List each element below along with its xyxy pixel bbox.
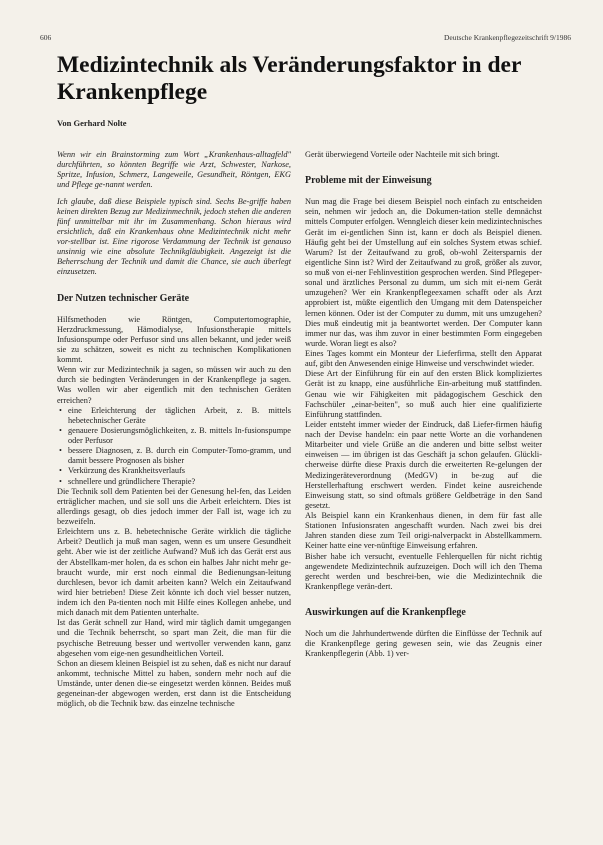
section-heading: Probleme mit der Einweisung — [305, 175, 432, 187]
list-item: • Verkürzung des Krankheitsverlaufs — [68, 466, 291, 476]
article-author: Von Gerhard Nolte — [57, 118, 127, 128]
section-heading: Auswirkungen auf die Krankenpflege — [305, 607, 466, 618]
intro-paragraph: Ich glaube, daß diese Beispiele typisch sind. Sechs Be-griffe haben keinen direkten Bezug zur Medizinmechnik, jedoch stehen die anderen fünf unmittelbar mit ihr im Zusammenhang. Schon hieraus wird ersichtlich, daß ein Krankenhaus ohne Medizintechnik nicht mehr vor-stellbar ist. Eine rigorose Verdammung der Technik ist genauso unsinnig wie eine absolute Technikgläubigkeit. Angezeigt ist die Beherrschung der Technik und damit die Chance, sie auch überlegt einzusetzen. — [57, 196, 291, 277]
left-column — [57, 150, 291, 709]
body-paragraph: Hilfsmethoden wie Röntgen, Computertomographie, Herzdruckmessung, Hämodialyse, Infusionstherapie mittels Infusionspumpe oder Perfusor sind uns allen bekannt, und jeder weiß sie zu schätzen, soweit es nicht zu technischen Komplikationen kommt. — [57, 314, 291, 364]
body-paragraph: Die Technik soll dem Patienten bei der Genesung hel-fen, das Leiden erträglicher machen, und sie soll uns die Arbeit erleichtern. Dies ist allerdings gesagt, ob dies jedoch immer der Fall ist, wage ich zu bezweifeln. — [57, 486, 291, 526]
page-number: 606 — [40, 33, 52, 42]
list-item: • schnellere und gründlichere Therapie? — [68, 477, 291, 487]
body-paragraph: Erleichtern uns z. B. hebetechnische Geräte wirklich die tägliche Arbeit? Deutlich ja muß man sagen, wenn es um unsere Gesundheit geht. Aber wie ist der zeitliche Aufwand? Muß ich das Gerät erst aus der Abstellkam-mer holen, da es schon ein halbes Jahr nicht mehr ge-braucht wurde, mir erst noch einmal die Bedienungsan-leitung durchlesen, bevor ich damit arbeiten kann? Welch ein Zeitaufwand wird hier betrieben! Diese Zeit könnte ich doch viel besser nutzen, indem ich den Pa-tienten noch mit Hilfe eines Kollegen anhebe, und mich danach mit dem Patienten unterhalte. — [57, 527, 291, 618]
list-item: • genauere Dosierungsmöglichkeiten, z. B. mittels In-fusionspumpe oder Perfusor — [68, 426, 291, 446]
list-item: • eine Erleichterung der täglichen Arbeit, z. B. mittels hebetechnischer Geräte — [68, 406, 291, 426]
body-paragraph: Schon an diesem kleinen Beispiel ist zu sehen, daß es nicht nur darauf ankommt, technische Mittel zu haben, sondern mehr noch auf die Umstände, unter denen die-se eingesetzt werden können. Beides muß gegeneinan-der abgewogen werden, erst dann ist die Entscheidung möglich, ob die Technik bzw. das einzelne technische — [57, 658, 291, 709]
bullet-list — [57, 406, 291, 487]
intro-paragraph: Wenn wir ein Brainstorming zum Wort „Krankenhaus-alltagfeld" durchführten, so könnten Begriffe wie Arzt, Schwester, Narkose, Spritze, Infusion, Schmerz, Langeweile, Gesundheit, Röntgen, EKG und Pflege ge-nannt werden. — [57, 150, 291, 190]
body-paragraph: Wenn wir zur Medizintechnik ja sagen, so müssen wir auch zu den durch sie bedingten Veränderungen in der Krankenpflege ja sagen. Was wollen wir aber eigentlich mit den technischen Geräten erreichen? — [57, 365, 291, 405]
body-paragraph: Leider entsteht immer wieder der Eindruck, daß Liefer-firmen häufig nach der Devise handeln: ein paar nette Worte an die vorhandenen Mitarbeiter und viele Grüße an die anderen und bitte selbst weiter einweisen — im übrigen ist das Geschäft ja schon gelaufen. Glückli-cherweise dürfte diese Praxis durch die erweiterten Re-gelungen der Medizingeräteverordnung (MedGV) in be-zug auf die Herstellerhaftung erschwert werden. Findet keine ausreichende Einweisung statt, so sind oftmals größere Geldbeträge in den Sand gesetzt. — [305, 419, 542, 510]
right-column — [305, 150, 542, 659]
journal-citation: Deutsche Krankenpflegezeitschrift 9/1986 — [443, 33, 571, 42]
section-heading: Der Nutzen technischer Geräte — [57, 292, 190, 304]
continuation-paragraph: Gerät überwiegend Vorteile oder Nachteile mit sich bringt. — [305, 150, 500, 159]
body-paragraph: Eines Tages kommt ein Monteur der Lieferfirma, stellt den Apparat auf, gibt den Anwesenden einige Hinweise und verschwindet wieder. — [305, 349, 542, 369]
body-paragraph: Diese Art der Einführung für ein auf den ersten Blick kompliziertes Gerät ist zu knapp, eine ausführliche Ein-arbeitung muß stattfinden. Genau wie wir Fähigkeiten mit pädagogischem Geschick den Fachschüler „einar-beiten", so muß auch hier eine qualifizierte Einführung stattfinden. — [305, 369, 542, 419]
body-paragraph: Noch um die Jahrhundertwende dürften die Einflüsse der Technik auf die Krankenpflege gering gewesen sein, wie das Zeugnis einer Krankenpflegerin (Abb. 1) ver- — [305, 629, 542, 659]
body-paragraph: Als Beispiel kann ein Krankenhaus dienen, in dem für fast alle Stationen Infusionsraten angeschafft wurden. Nach zwei bis drei Jahren standen diese zum Teil origi-nalverpackt in Abstellkammern. Keiner hatte eine ver-nünftige Einweisung erfahren. — [305, 511, 542, 551]
body-paragraph: Ist das Gerät schnell zur Hand, wird mir täglich damit umgegangen und die Technik beherrscht, so spart man Zeit, die man für die psychische Betreuung besser und wertvoller verwenden kann, ganz abgesehen vom eige-nen gesundheitlichen Vorteil. — [57, 618, 291, 658]
list-item: • bessere Diagnosen, z. B. durch ein Computer-Tomo-gramm, und damit bessere Prognosen als bisher — [68, 446, 291, 466]
body-paragraph: Bisher habe ich versucht, eventuelle Fehlerquellen für nicht richtig angewendete Medizintechnik aufzuzeigen. Doch will ich den Thema gerecht werden und beschrei-ben, wie die Medizintechnik die Krankenpflege verän-dert. — [305, 551, 542, 591]
body-paragraph: Nun mag die Frage bei diesem Beispiel noch einfach zu entscheiden sein, nehmen wir jedoch an, die Dokumen-tation stelle demnächst mittels Computer erfolgen. Wenngleich dieser kein medizintechnisches Gerät im ei-gentlichen Sinn ist, kann er doch als Beispiel dienen. Häufig geht bei der Umstellung auf ein solches System etwas schief. Warum? Ist der Zeitaufwand zu groß, ob-wohl Zeitersparnis der eigentliche Sinn ist? Wird der Zeitaufwand zu groß, größer als zuvor, so muß von ei-ner Fehlinvestition gesprochen werden. Sind Pflegeper-sonal und ärztliches Personal zu dumm, um sich mit ei-nem Gerät umzugehen? Wer ein Krankenpflegeexamen schafft oder als Arzt approbiert ist, müßte eigentlich den Umgang mit dem Datenspeicher lernen können. Oder ist der Computer zu dumm, mit uns umzugehen? Dies muß eindeutig mit ja beantwortet werden. Der Computer kann immer nur das, was ihm zuvor in einer bestimmten Form eingegeben wurde. Woran liegt es also? — [305, 197, 542, 348]
article-title: Medizintechnik als Veränderungsfaktor in der Krankenpflege — [57, 52, 521, 105]
